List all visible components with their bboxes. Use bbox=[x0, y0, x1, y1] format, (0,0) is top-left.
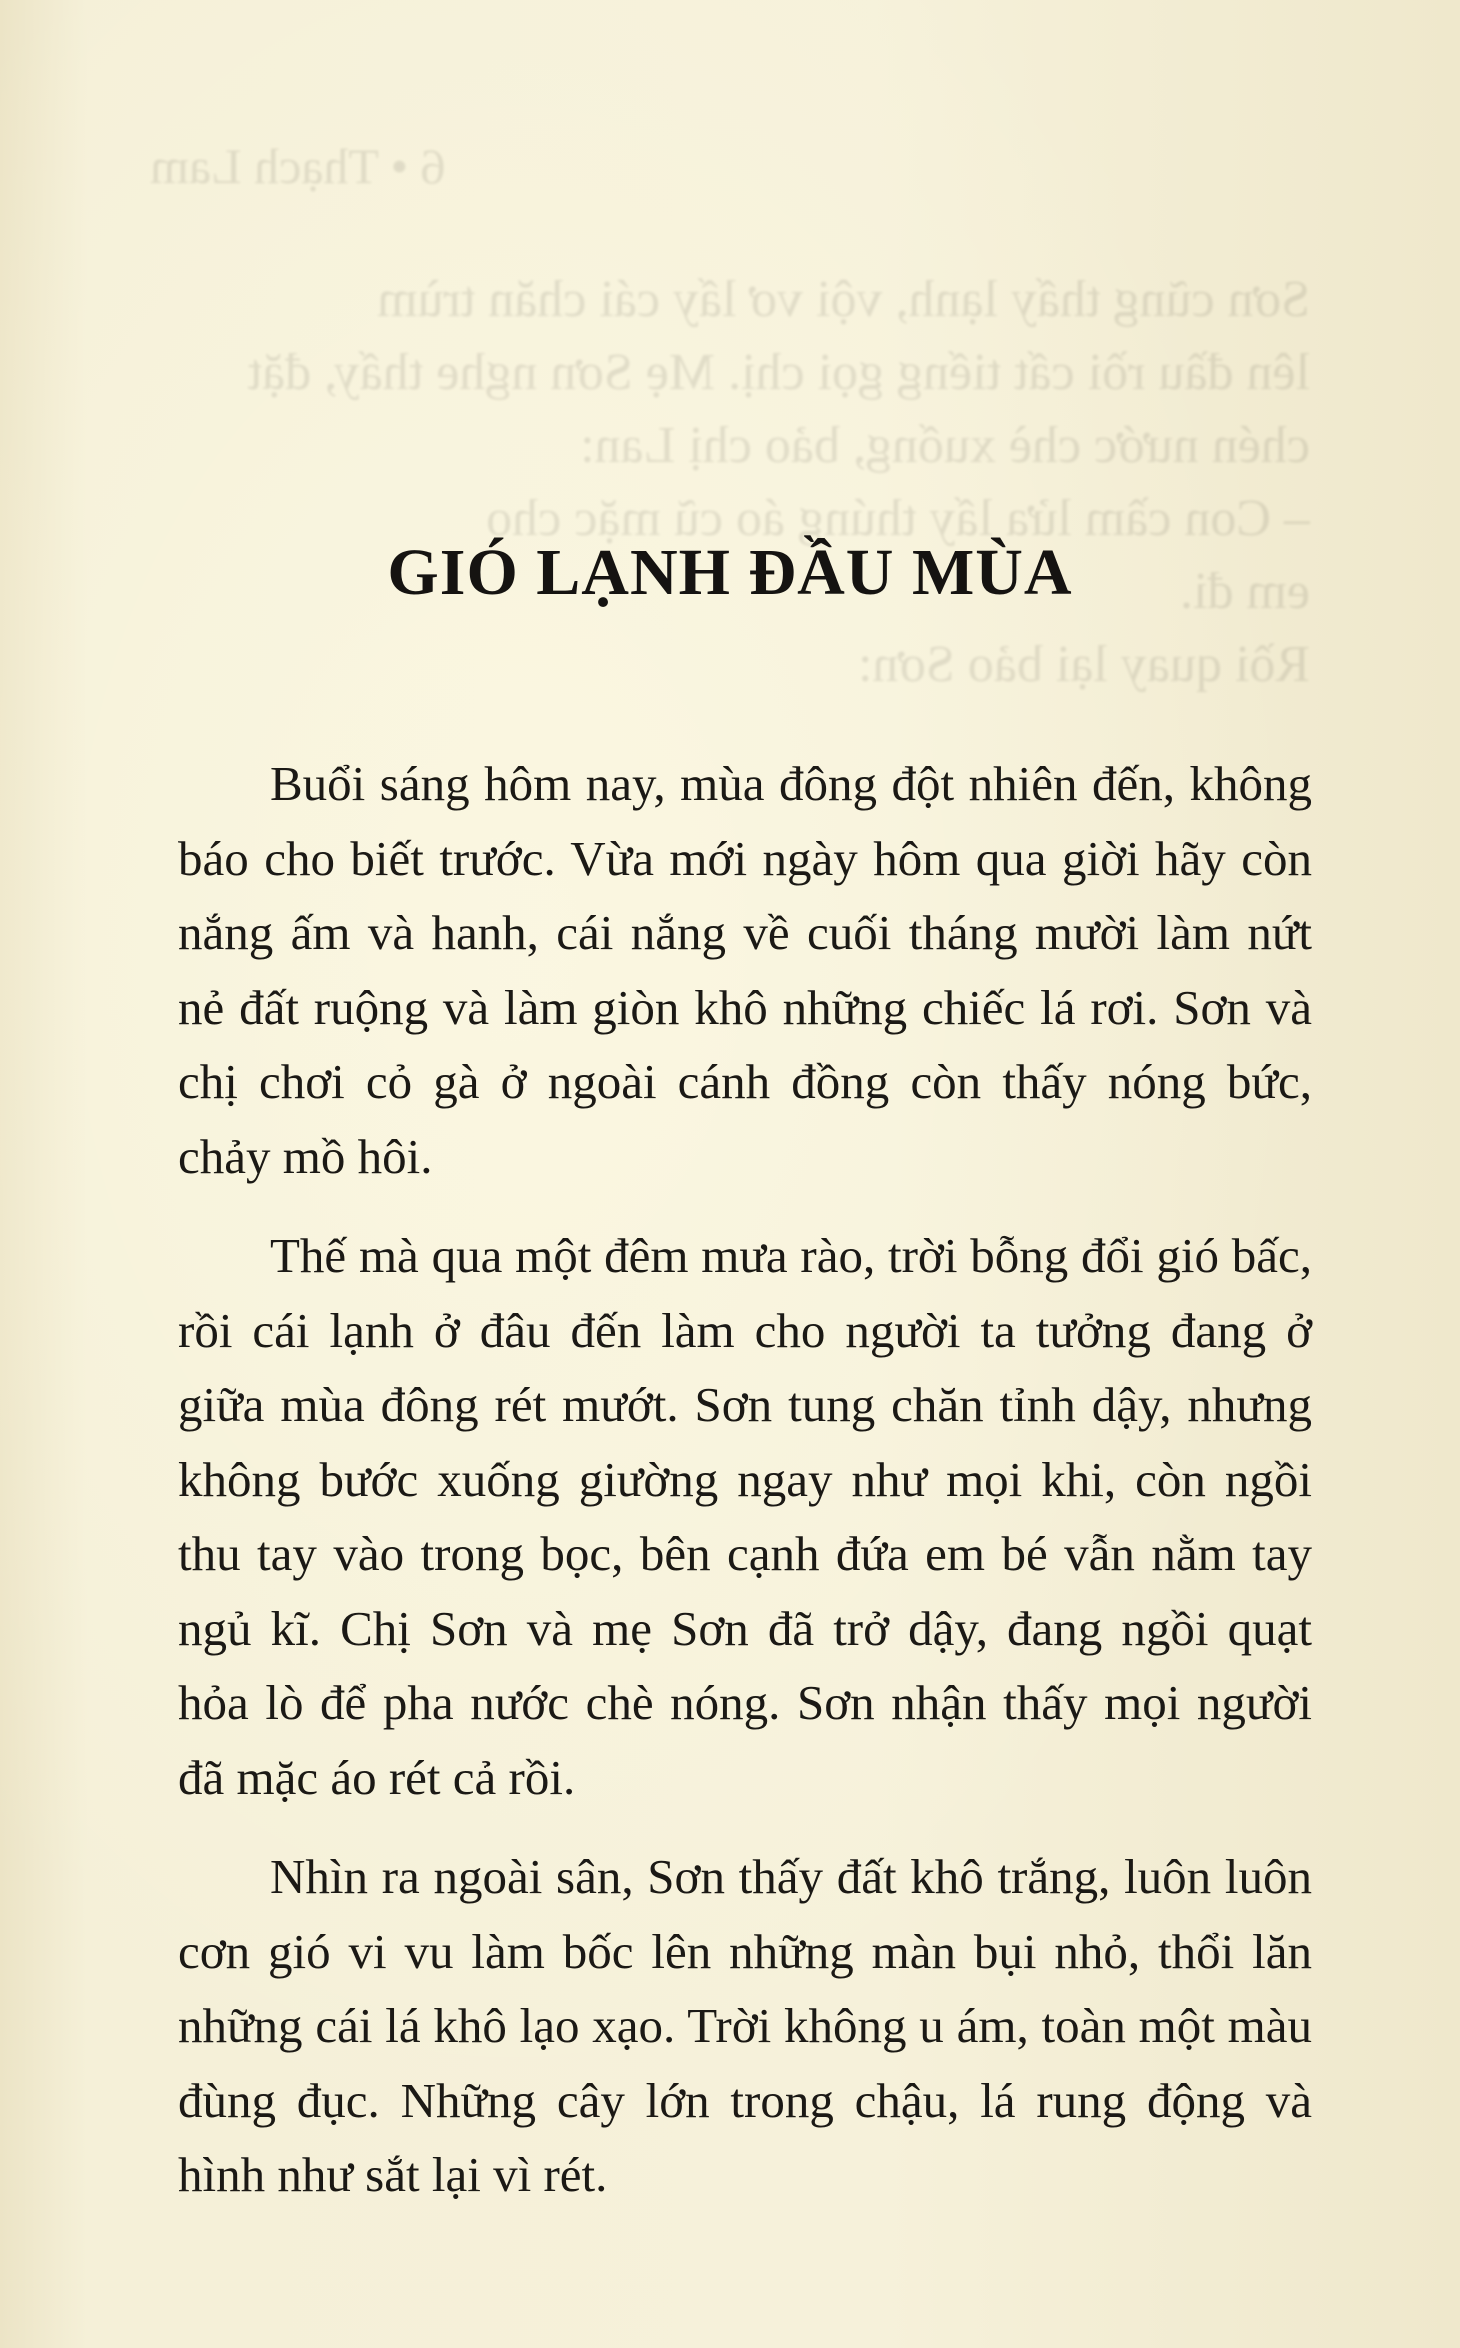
bleed-running-header: 6 • Thạch Lam bbox=[150, 138, 446, 194]
bleed-line: em đi. bbox=[1180, 563, 1310, 620]
paragraph-3: Nhìn ra ngoài sân, Sơn thấy đất khô trắng, luôn luôn cơn gió vi vu làm bốc lên những màn bụi nhỏ, thổi lăn những cái lá khô lạo xạo. Trời không u ám, toàn một màu đùng đục. Những cây lớn trong chậu, lá rung động và hình như sắt lại vì rét. bbox=[178, 1849, 1312, 2202]
bleed-line: – Con cầm lửa lấy thúng áo cũ mặc cho bbox=[486, 490, 1310, 547]
chapter-body bbox=[178, 747, 1312, 2238]
bleed-line: lên đầu rồi cất tiếng gọi chị. Mẹ Sơn nghe thấy, đặt bbox=[247, 344, 1310, 401]
paragraph-1: Buổi sáng hôm nay, mùa đông đột nhiên đến, không báo cho biết trước. Vừa mới ngày hôm qua giời hãy còn nắng ấm và hanh, cái nắng về cuối tháng mười làm nứt nẻ đất ruộng và làm giòn khô những chiếc lá rơi. Sơn và chị chơi cỏ gà ở ngoài cánh đồng còn thấy nóng bức, chảy mồ hôi. bbox=[178, 756, 1312, 1184]
bleed-line: Sơn cũng thấy lạnh, vội vơ lấy cái chăn trùm bbox=[376, 271, 1310, 328]
bleed-line: chén nước chè xuống, bảo chị Lan: bbox=[580, 417, 1310, 474]
chapter-title: GIÓ LẠNH ĐẦU MÙA bbox=[387, 536, 1073, 609]
bleed-line: Rồi quay lại bảo Sơn: bbox=[857, 636, 1310, 693]
paragraph-2: Thế mà qua một đêm mưa rào, trời bỗng đổi gió bấc, rồi cái lạnh ở đâu đến làm cho người ta tưởng đang ở giữa mùa đông rét mướt. Sơn tung chăn tỉnh dậy, nhưng không bước xuống giường ngay như mọi khi, còn ngồi thu tay vào trong bọc, bên cạnh đứa em bé vẫn nằm tay ngủ kĩ. Chị Sơn và mẹ Sơn đã trở dậy, đang ngồi quạt hỏa lò để pha nước chè nóng. Sơn nhận thấy mọi người đã mặc áo rét cả rồi. bbox=[178, 1228, 1312, 1805]
